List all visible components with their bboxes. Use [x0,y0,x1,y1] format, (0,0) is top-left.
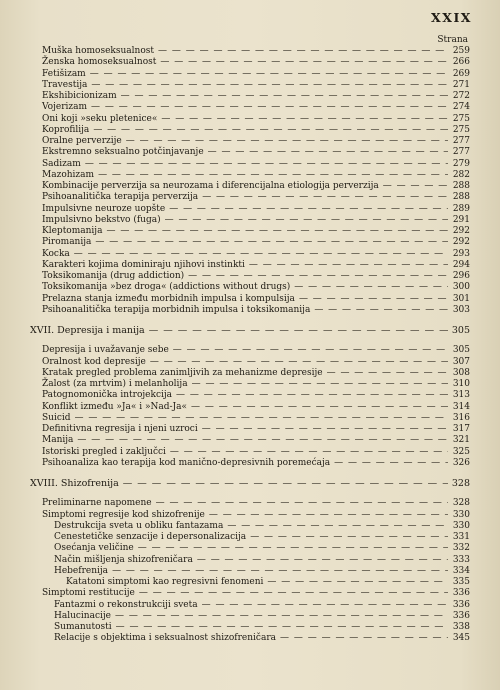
page-ref: 291 [452,214,470,225]
page-ref: 336 [452,588,470,599]
entry-title: Psihoanalitička terapija perverzija [42,192,199,203]
toc-entry-row[interactable] [30,192,470,203]
dash-leader [249,260,448,271]
entry-title: Sadizam [42,158,81,169]
entry-title: Toksikomanija (drug addiction) [42,271,185,281]
toc-entry-row[interactable] [30,390,470,401]
toc-entry-row[interactable] [30,159,470,170]
page-ref: 345 [452,633,470,644]
entry-title: Koprofilija [42,124,90,135]
dash-leader [191,402,448,413]
dash-leader [156,498,448,509]
dash-leader [188,271,448,282]
page-ref: 321 [452,435,470,446]
entry-title: Hebefrenija [54,565,109,576]
entry-title: Fantazmi o rekonstrukciji sveta [54,599,198,610]
page-ref: 277 [452,136,470,146]
dash-leader [170,447,448,458]
dash-leader [192,379,448,390]
page-ref: 274 [452,102,470,113]
toc-entry-row[interactable] [30,226,470,237]
entry-title: Cenestetičke senzacije i depersonalizacija [54,532,247,542]
entry-title: Konflikt između »Ja« i »Nad-Ja« [42,401,188,412]
toc-entry-row[interactable] [30,588,470,599]
chapter-title: XVIII. Shizofrenija [30,478,119,489]
page-ref: 288 [452,192,470,203]
entry-title: Piromanija [42,237,92,248]
toc-entry-row[interactable] [30,170,470,181]
page-ref: 266 [452,57,470,68]
entry-title: Osećanja veličine [54,543,134,554]
page-ref: 333 [452,554,470,565]
page-ref: 305 [452,345,470,356]
dash-leader [91,80,448,91]
page-number: XXIX [431,10,472,25]
page-ref: 279 [452,158,470,169]
toc-entry-row[interactable] [30,435,470,446]
dash-leader [116,622,448,633]
page-ref: 335 [452,577,470,587]
toc-entry-row[interactable] [30,147,470,158]
entry-title: Toksikomanija »bez droga« (addictions without drugs) [42,282,291,293]
toc-entry-row[interactable] [30,282,470,293]
page-ref: 259 [452,46,470,56]
entry-title: Oni koji »seku pletenice« [42,113,158,124]
page-column-label: Strana [437,35,468,45]
entry-title: Definitivna regresija i njeni uzroci [42,424,198,434]
entry-title: Katatoni simptomi kao regresivni fenomeni [66,577,264,587]
page-ref: 275 [452,113,470,124]
entry-title: Psihoanalitička terapija morbidnih impulsa i toksikomanija [42,304,311,315]
page-ref: 301 [452,293,470,304]
dash-leader [161,114,448,125]
page-ref: 300 [452,282,470,293]
page-ref: 314 [452,401,470,412]
page-ref: 289 [452,203,470,214]
toc-entry-row[interactable] [30,91,470,102]
toc-entry-row[interactable] [30,600,470,611]
entry-title: Mazohizam [42,169,95,180]
entry-title: Oralne perverzije [42,136,122,146]
dash-leader [169,204,448,215]
entry-title: Impulsivne neuroze uopšte [42,203,166,214]
page-ref: 334 [452,565,470,576]
page-ref: 336 [452,599,470,610]
dash-leader [314,305,448,316]
dash-leader [150,357,448,368]
table-of-contents [30,46,470,645]
toc-entry-row[interactable] [30,424,470,435]
page-ref: 331 [452,532,470,542]
page-ref: 328 [452,498,470,509]
dash-leader [176,390,448,401]
entry-title: Preliminarne napomene [42,498,152,509]
toc-entry-row[interactable] [30,271,470,282]
toc-entry-row[interactable] [30,498,470,509]
entry-title: Istoriski pregled i zaključci [42,446,166,457]
page-ref: 326 [452,457,470,468]
page-ref: 313 [452,390,470,401]
toc-entry-row[interactable] [30,215,470,226]
entry-title: Ekshibicionizam [42,91,117,101]
entry-title: Vojerizam [42,102,88,113]
entry-title: Sumanutosti [54,622,112,632]
toc-entry-row[interactable] [30,46,470,57]
entry-title: Depresija i uvažavanje sebe [42,345,169,356]
dash-leader [91,102,448,113]
page-ref: 292 [452,237,470,248]
dash-leader [250,532,448,543]
toc-entry-row[interactable] [30,379,470,390]
entry-title: Oralnost kod depresije [42,356,146,367]
entry-title: Kocka [42,248,70,259]
dash-leader [327,368,448,379]
entry-title: Relacije s objektima i seksualnost shizofreničara [54,633,276,644]
dash-leader [197,555,448,566]
dash-leader [115,611,448,622]
toc-entry-row[interactable] [30,102,470,113]
dash-leader [93,125,448,136]
dash-leader [95,237,448,248]
page-ref: 294 [452,259,470,270]
page-ref: 272 [452,91,470,101]
page-ref: 293 [452,248,470,259]
toc-entry-row[interactable] [30,260,470,271]
entry-title: Karakteri kojima dominiraju njihovi instinkti [42,259,245,270]
toc-chapter-row[interactable] [30,325,470,336]
toc-entry-row[interactable] [30,69,470,80]
dash-leader [227,521,448,532]
dash-leader [209,510,448,521]
toc-entry-row[interactable] [30,368,470,379]
entry-title: Patognomonička introjekcija [42,390,173,401]
toc-entry-row[interactable] [30,447,470,458]
entry-title: Simptomi regresije kod shizofrenije [42,509,205,520]
entry-title: Manija [42,435,74,446]
section-spacer [30,469,470,478]
toc-entry-row[interactable] [30,413,470,424]
toc-chapter-row[interactable] [30,478,470,489]
entry-title: Impulsivno bekstvo (fuga) [42,214,161,225]
page-ref: 282 [452,169,470,180]
dash-leader [77,435,448,446]
dash-leader [208,147,448,158]
page-ref: 310 [452,379,470,389]
entry-title: Fetišizam [42,68,86,79]
entry-title: Psihoanaliza kao terapija kod manično-depresivnih poremećaja [42,457,331,468]
toc-entry-row[interactable] [30,294,470,305]
toc-entry-row[interactable] [30,305,470,316]
entry-title: Destrukcija sveta u obliku fantazama [54,520,224,531]
page-ref: 303 [452,304,470,315]
toc-entry-row[interactable] [30,345,470,356]
toc-entry-row[interactable] [30,532,470,543]
entry-title: Ženska homoseksualnost [42,57,157,68]
dash-leader [149,325,448,336]
dash-leader [85,159,448,170]
toc-entry-row[interactable] [30,543,470,554]
section-spacer [30,316,470,325]
page-ref: 305 [451,325,470,336]
page-ref: 325 [452,446,470,457]
toc-entry-row[interactable] [30,357,470,368]
page-ref: 275 [452,124,470,135]
dash-leader [123,478,448,489]
dash-leader [299,294,448,305]
page-ref: 338 [452,622,470,632]
toc-entry-row[interactable] [30,510,470,521]
page-ref: 330 [452,509,470,520]
dash-leader [202,192,448,203]
dash-leader [160,57,448,68]
entry-title: Halucinacije [54,610,112,621]
entry-title: Suicid [42,412,71,423]
dash-leader [139,588,448,599]
dash-leader [138,543,448,554]
entry-title: Simptomi restitucije [42,588,135,599]
toc-entry-row[interactable] [30,237,470,248]
page-ref: 336 [452,610,470,621]
page-ref: 292 [452,226,470,236]
entry-title: Muška homoseksualnost [42,46,154,56]
dash-leader [383,181,448,192]
toc-entry-row[interactable] [30,114,470,125]
dash-leader [280,633,448,644]
dash-leader [158,46,448,57]
page-ref: 307 [452,356,470,367]
page-ref: 288 [452,181,470,191]
page-ref: 269 [452,68,470,79]
toc-entry-row[interactable] [30,402,470,413]
dash-leader [202,424,448,435]
toc-entry-row[interactable] [30,555,470,566]
section-spacer [30,336,470,345]
dash-leader [173,345,448,356]
page-ref: 316 [452,412,470,423]
dash-leader [74,249,448,260]
entry-title: Prelazna stanja između morbidnih impulsa i kompulsija [42,293,295,304]
toc-entry-row[interactable] [30,611,470,622]
dash-leader [165,215,448,226]
dash-leader [106,226,448,237]
page-ref: 308 [452,367,470,378]
entry-title: Način mišljenja shizofreničara [54,554,193,565]
dash-leader [90,69,448,80]
toc-entry-row[interactable] [30,181,470,192]
section-spacer [30,489,470,498]
dash-leader [98,170,448,181]
dash-leader [334,458,448,469]
toc-entry-row[interactable] [30,521,470,532]
dash-leader [267,577,448,588]
entry-title: Travestija [42,79,88,90]
page-ref: 332 [452,543,470,554]
toc-entry-row[interactable] [30,458,470,469]
entry-title: Kleptomanija [42,226,103,236]
entry-title: Kombinacije perverzija sa neurozama i diferencijalna etiologija perverzija [42,181,379,191]
dash-leader [121,91,448,102]
dash-leader [202,600,448,611]
toc-entry-row[interactable] [30,566,470,577]
toc-entry-row[interactable] [30,622,470,633]
entry-title: Žalost (za mrtvim) i melanholija [42,379,188,389]
page-ref: 330 [452,520,470,531]
dash-leader [294,282,448,293]
page-ref: 296 [452,271,470,281]
toc-entry-row[interactable] [30,204,470,215]
dash-leader [112,566,448,577]
dash-leader [75,413,448,424]
toc-entry-row[interactable] [30,57,470,68]
entry-title: Ekstremno seksualno potčinjavanje [42,147,204,158]
page-ref: 328 [451,478,470,489]
entry-title: Kratak pregled problema zanimljivih za mehanizme depresije [42,367,323,378]
toc-entry-row[interactable] [30,80,470,91]
chapter-title: XVII. Depresija i manija [30,325,145,336]
page-ref: 317 [452,424,470,434]
toc-entry-row[interactable] [30,249,470,260]
dash-leader [126,136,448,147]
page-ref: 277 [452,147,470,158]
page-ref: 271 [452,79,470,90]
toc-entry-row[interactable] [30,633,470,644]
toc-entry-row[interactable] [30,577,470,588]
toc-entry-row[interactable] [30,125,470,136]
toc-entry-row[interactable] [30,136,470,147]
